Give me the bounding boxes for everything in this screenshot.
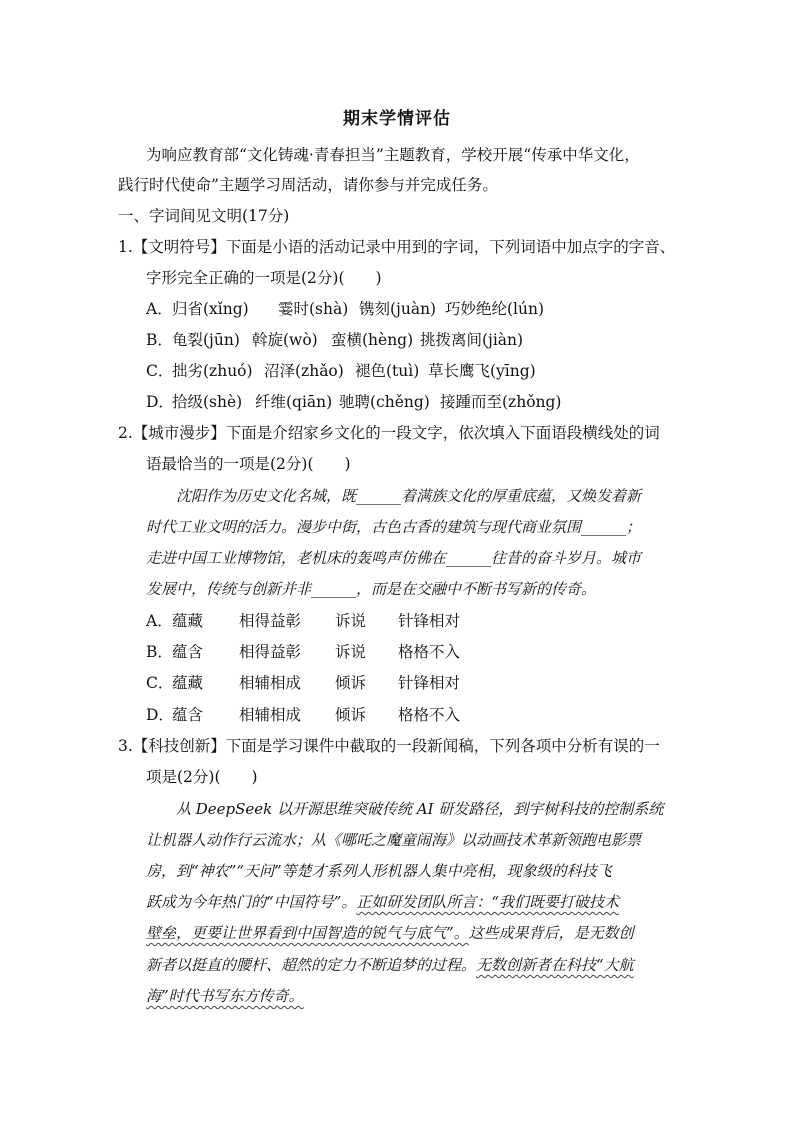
option-word: 龟裂(jūn) <box>172 331 240 349</box>
q2-option-d[interactable] <box>146 703 460 725</box>
option-word: 挑拨离间(jiàn) <box>420 331 524 349</box>
passage-line: 发展中，传统与创新并非______，而是在交融中不断书写新的传奇。 <box>146 580 597 598</box>
question-3-line-2: 项是(2分)( ) <box>146 768 258 786</box>
option-word: 倾诉 <box>335 706 367 724</box>
option-word: 蕴藏 <box>172 612 204 630</box>
news-text: 这些成果背后，是无数创 <box>468 924 634 942</box>
option-word: 诉说 <box>335 643 367 661</box>
option-label: B． <box>146 643 173 661</box>
q2-option-c[interactable] <box>146 671 460 693</box>
option-label: B． <box>146 331 173 349</box>
passage-line: 时代工业文明的活力。漫步中街，古色古香的建筑与现代商业氛围______； <box>146 518 642 536</box>
news-line <box>146 890 619 914</box>
option-label: A． <box>146 612 173 630</box>
option-word: 拙劣(zhuó) <box>172 362 253 380</box>
option-word: 纤维(qiān) <box>255 393 333 411</box>
option-word: 草长鹰飞(yīng) <box>428 362 536 380</box>
intro-line-2: 践行时代使命”主题学习周活动，请你参与并完成任务。 <box>118 176 498 194</box>
option-word: 相得益彰 <box>239 612 302 630</box>
option-word: 蕴藏 <box>172 674 204 692</box>
option-word: 相辅相成 <box>239 674 302 692</box>
option-word: 针锋相对 <box>398 612 461 630</box>
passage-line: 走进中国工业博物馆，老机床的轰鸣声仿佛在______往昔的奋斗岁月。城市 <box>146 549 642 567</box>
option-word: 蕴含 <box>172 706 204 724</box>
option-word: 格格不入 <box>398 706 461 724</box>
option-word: 格格不入 <box>398 643 461 661</box>
question-1-line-1: 1.【文明符号】下面是小语的活动记录中用到的字词，下列词语中加点字的字音、 <box>118 238 676 256</box>
news-text: 新者以挺直的腰杆、超然的定力不断追梦的过程。 <box>146 956 477 974</box>
option-word: 诉说 <box>335 612 367 630</box>
news-line <box>146 953 634 977</box>
option-word: 霎时(shà) <box>278 300 349 318</box>
q2-option-a[interactable] <box>146 609 460 631</box>
option-word: 蕴含 <box>172 643 204 661</box>
option-word: 倾诉 <box>335 674 367 692</box>
option-word: 褪色(tuì) <box>355 362 420 380</box>
passage-line: 沈阳作为历史文化名城，既______着满族文化的厚重底蕴，又焕发着新 <box>176 487 642 505</box>
wavy-underlined-sentence: 正如研发团队所言：“我们既要打破技术 <box>356 893 620 911</box>
news-line: 房，到“神农”“天问”等楚才系列人形机器人集中亮相，现象级的科技飞 <box>146 862 612 880</box>
option-word: 巧妙绝纶(lún) <box>445 300 545 318</box>
wavy-underlined-sentence: 无数创新者在科技“大航 <box>476 956 634 974</box>
q1-option-b[interactable] <box>146 328 523 350</box>
option-word: 蛮横(hèng) <box>331 331 414 349</box>
news-line <box>146 921 634 945</box>
option-word: 拾级(shè) <box>172 393 243 411</box>
option-label: C． <box>146 362 174 380</box>
q1-option-c[interactable] <box>146 359 536 381</box>
option-word: 相辅相成 <box>239 706 302 724</box>
section-heading: 一、字词间见文明(17分) <box>118 207 290 225</box>
option-word: 镌刻(juàn) <box>359 300 437 318</box>
q1-option-a[interactable] <box>146 297 544 319</box>
option-word: 驰聘(chěng) <box>339 393 430 411</box>
news-line <box>146 984 304 1008</box>
wavy-underlined-sentence: 壁垒，更要让世界看到中国智造的锐气与底气”。 <box>146 924 469 942</box>
option-word: 相得益彰 <box>239 643 302 661</box>
page-title: 期末学情评估 <box>343 109 451 129</box>
question-2-line-1: 2.【城市漫步】下面是介绍家乡文化的一段文字，依次填入下面语段横线处的词 <box>118 424 660 442</box>
intro-line-1: 为响应教育部“文化铸魂·青春担当”主题教育，学校开展“传承中华文化， <box>146 146 640 164</box>
question-2-line-2: 语最恰当的一项是(2分)( ) <box>146 455 351 473</box>
option-word: 归省(xǐng) <box>172 300 249 318</box>
wavy-underlined-sentence: 海”时代书写东方传奇。 <box>146 987 304 1005</box>
option-label: C． <box>146 674 174 692</box>
news-text: 跃成为今年热门的“中国符号”。 <box>146 893 357 911</box>
option-label: A． <box>146 300 173 318</box>
option-word: 斡旋(wò) <box>252 331 318 349</box>
option-word: 接踵而至(zhǒng) <box>440 393 562 411</box>
news-line: 从 DeepSeek 以开源思维突破传统 AI 研发路径，到宇树科技的控制系统 <box>176 800 664 818</box>
q2-option-b[interactable] <box>146 640 460 662</box>
option-word: 沼泽(zhǎo) <box>264 362 344 380</box>
news-line: 让机器人动作行云流水；从《哪吒之魔童闹海》以动画技术革新领跑电影票 <box>146 831 642 849</box>
option-label: D． <box>146 393 174 411</box>
question-1-line-2: 字形完全正确的一项是(2分)( ) <box>146 269 382 287</box>
option-word: 针锋相对 <box>398 674 461 692</box>
question-3-line-1: 3.【科技创新】下面是学习课件中截取的一段新闻稿，下列各项中分析有误的一 <box>118 737 660 755</box>
option-label: D． <box>146 706 174 724</box>
q1-option-d[interactable] <box>146 390 561 412</box>
